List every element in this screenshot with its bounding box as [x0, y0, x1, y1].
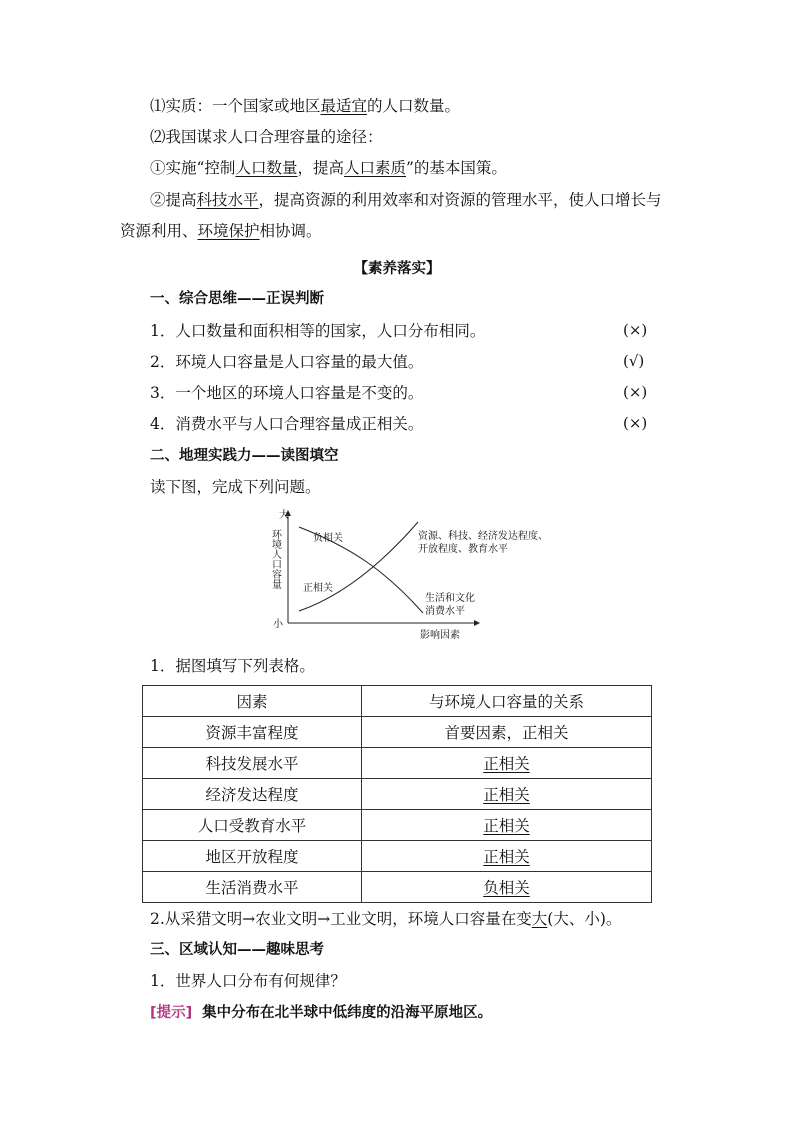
y-top-label: 大: [279, 510, 289, 521]
y-bottom-label: 小: [273, 619, 283, 630]
judge-item-3: 3．一个地区的环境人口容量是不变的。: [150, 384, 424, 402]
table-cell: 科技发展水平: [143, 748, 362, 779]
table-header-row: [143, 686, 652, 717]
tip-text: 集中分布在北半球中低纬度的沿海平原地区。: [202, 1005, 493, 1021]
judge-mark-2: (√): [623, 352, 645, 370]
judge-item-4: 4．消费水平与人口合理容量成正相关。: [150, 415, 424, 433]
table-row: [143, 748, 652, 779]
essence-line-5: 资源利用、环境保护相协调。: [120, 222, 322, 240]
table-cell: 正相关: [362, 841, 652, 872]
part3-q1: 1．世界人口分布有何规律？: [150, 972, 346, 990]
table-cell: 经济发达程度: [143, 779, 362, 810]
judge-item-1: 1．人口数量和面积相等的国家，人口分布相同。: [150, 322, 486, 340]
table-cell: 地区开放程度: [143, 841, 362, 872]
table-cell: 首要因素，正相关: [362, 717, 652, 748]
part2-q1: 1．据图填写下列表格。: [150, 657, 315, 675]
table-cell: 正相关: [362, 748, 652, 779]
series2-label-line2: 消费水平: [425, 606, 465, 617]
essence-line-1: ⑴实质：一个国家或地区最适宜的人口数量。: [150, 97, 461, 115]
part3-heading: 三、区域认知——趣味思考: [150, 942, 324, 958]
judge-mark-1: (×): [623, 321, 648, 339]
series1-label-line2: 开放程度、教育水平: [418, 544, 508, 555]
table-row: [143, 841, 652, 872]
part1-heading: 一、综合思维——正误判断: [150, 291, 324, 307]
series1-label-line1: 资源、科技、经济发达程度、: [418, 531, 548, 542]
part2-q2: 2.从采猎文明→农业文明→工业文明，环境人口容量在变大(大、小)。: [150, 910, 622, 928]
table-cell: 正相关: [362, 810, 652, 841]
capacity-chart: [255, 505, 575, 645]
table-cell: 人口受教育水平: [143, 810, 362, 841]
judge-item-2: 2．环境人口容量是人口容量的最大值。: [150, 353, 424, 371]
relation-table: [142, 685, 652, 903]
table-row: [143, 779, 652, 810]
table-row: [143, 872, 652, 903]
tip-line: [150, 1002, 492, 1023]
x-axis-label: 影响因素: [420, 630, 460, 641]
table-row: [143, 717, 652, 748]
table-cell: 负相关: [362, 872, 652, 903]
table-cell: 生活消费水平: [143, 872, 362, 903]
positive-corr-label: 正相关: [303, 583, 333, 594]
series2-label-line1: 生活和文化: [425, 593, 475, 604]
table-cell: 正相关: [362, 779, 652, 810]
negative-corr-label: 负相关: [313, 533, 343, 544]
essence-line-3: ①实施“控制人口数量，提高人口素质”的基本国策。: [150, 159, 507, 177]
table-header-cell: 因素: [143, 686, 362, 717]
table-header-cell: 与环境人口容量的关系: [362, 686, 652, 717]
y-axis-label: 环境人口容量: [269, 529, 281, 589]
judge-mark-3: (×): [623, 383, 648, 401]
essence-line-2: ⑵我国谋求人口合理容量的途径：: [150, 128, 383, 146]
table-cell: 资源丰富程度: [143, 717, 362, 748]
part2-heading: 二、地理实践力——读图填空: [150, 448, 339, 464]
section-title: 【素养落实】: [353, 261, 441, 277]
tip-tag: [提示]: [150, 1005, 193, 1021]
judge-mark-4: (×): [623, 414, 648, 432]
essence-line-4: ②提高科技水平，提高资源的利用效率和对资源的管理水平，使人口增长与: [150, 191, 662, 209]
part2-intro: 读下图，完成下列问题。: [150, 478, 321, 496]
table-row: [143, 810, 652, 841]
